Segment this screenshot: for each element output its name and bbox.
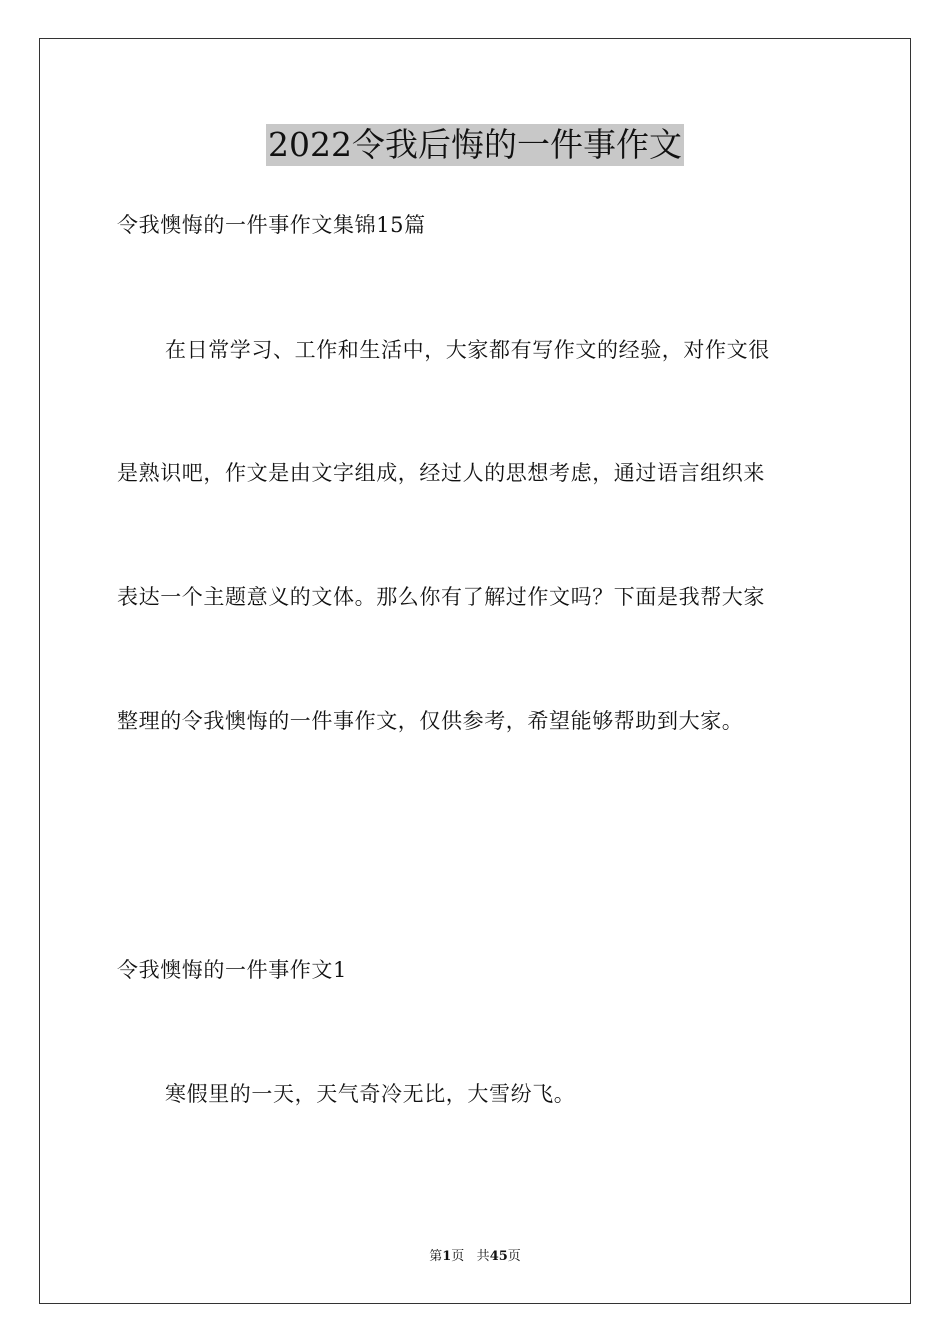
footer-total-pages: 45 <box>489 1249 508 1264</box>
footer-page-suffix: 页 <box>451 1249 465 1264</box>
document-subtitle: 令我懊悔的一件事作文集锦15篇 <box>117 213 426 237</box>
document-title: 2022令我后悔的一件事作文 <box>268 125 682 164</box>
intro-line-4: 整理的令我懊悔的一件事作文，仅供参考，希望能够帮助到大家。 <box>117 709 744 733</box>
intro-line-2: 是熟识吧，作文是由文字组成，经过人的思想考虑，通过语言组织来 <box>117 461 765 485</box>
intro-line-3: 表达一个主题意义的文体。那么你有了解过作文吗？下面是我帮大家 <box>117 585 765 609</box>
page-footer <box>0 1248 950 1266</box>
footer-page-prefix: 第 <box>429 1249 443 1264</box>
footer-total-suffix: 页 <box>507 1249 521 1264</box>
intro-line-1: 在日常学习、工作和生活中，大家都有写作文的经验，对作文很 <box>165 338 770 362</box>
title-container <box>0 124 950 166</box>
footer-page-number: 1 <box>442 1249 452 1264</box>
footer-total-prefix: 共 <box>476 1249 490 1264</box>
section-heading: 令我懊悔的一件事作文1 <box>117 958 347 982</box>
section-first-line: 寒假里的一天，天气奇冷无比，大雪纷飞。 <box>165 1082 576 1106</box>
